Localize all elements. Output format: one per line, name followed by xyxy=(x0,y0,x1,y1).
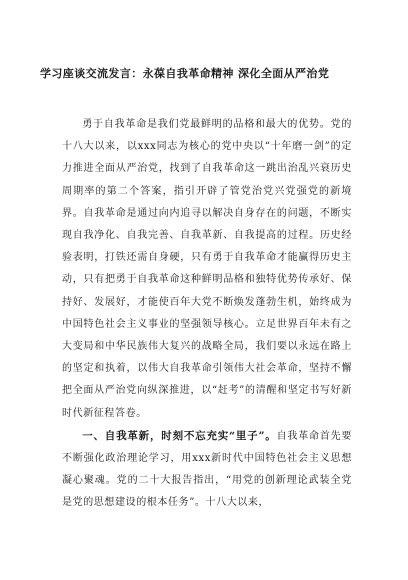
section-1-text: 自我革命首先要不断强化政治理论学习，用xxx新时代中国特色社会主义思想凝心聚魂。党的二十大报告指出，“用党的创新理论武装全党是党的思想建设的根本任务”。十八大以来， xyxy=(62,430,352,509)
paragraph-intro xyxy=(62,114,352,425)
section-1-heading: 一、自我革新，时刻不忘充实“里子”。 xyxy=(82,429,277,442)
document-title: 学习座谈交流发言：永葆自我革命精神 深化全面从严治党 xyxy=(40,67,330,80)
document-body xyxy=(62,114,352,515)
paragraph-intro-text: 勇于自我革命是我们党最鲜明的品格和最大的优势。党的十八大以来，以xxx同志为核心的党中央以“十年磨一剑”的定力推进全面从严治党，找到了自我革命这一跳出治乱兴衰历史周期率的第二个答案，指引开辟了管党治党兴党强党的新境界。自我革命是通过向内追寻以解决自身存在的问题，不断实现自我净化、自我完善、自我革新、自我提高的过程。历史经验表明，打铁还需自身硬，只有勇于自我革命才能赢得历史主动，只有把勇于自我革命这种鲜明品格和独特优势传承好、保持好、发展好，才能使百年大党不断焕发蓬勃生机，始终成为中国特色社会主义事业的坚强领导核心。立足世界百年未有之大变局和中华民族伟大复兴的战略全局，我们要以永远在路上的坚定和执着，以伟大自我革命引领伟大社会革命，坚持不懈把全面从严治党向纵深推进，以“赶考”的清醒和坚定书写好新时代新征程答卷。 xyxy=(62,119,352,419)
paragraph-section-1 xyxy=(62,425,352,515)
